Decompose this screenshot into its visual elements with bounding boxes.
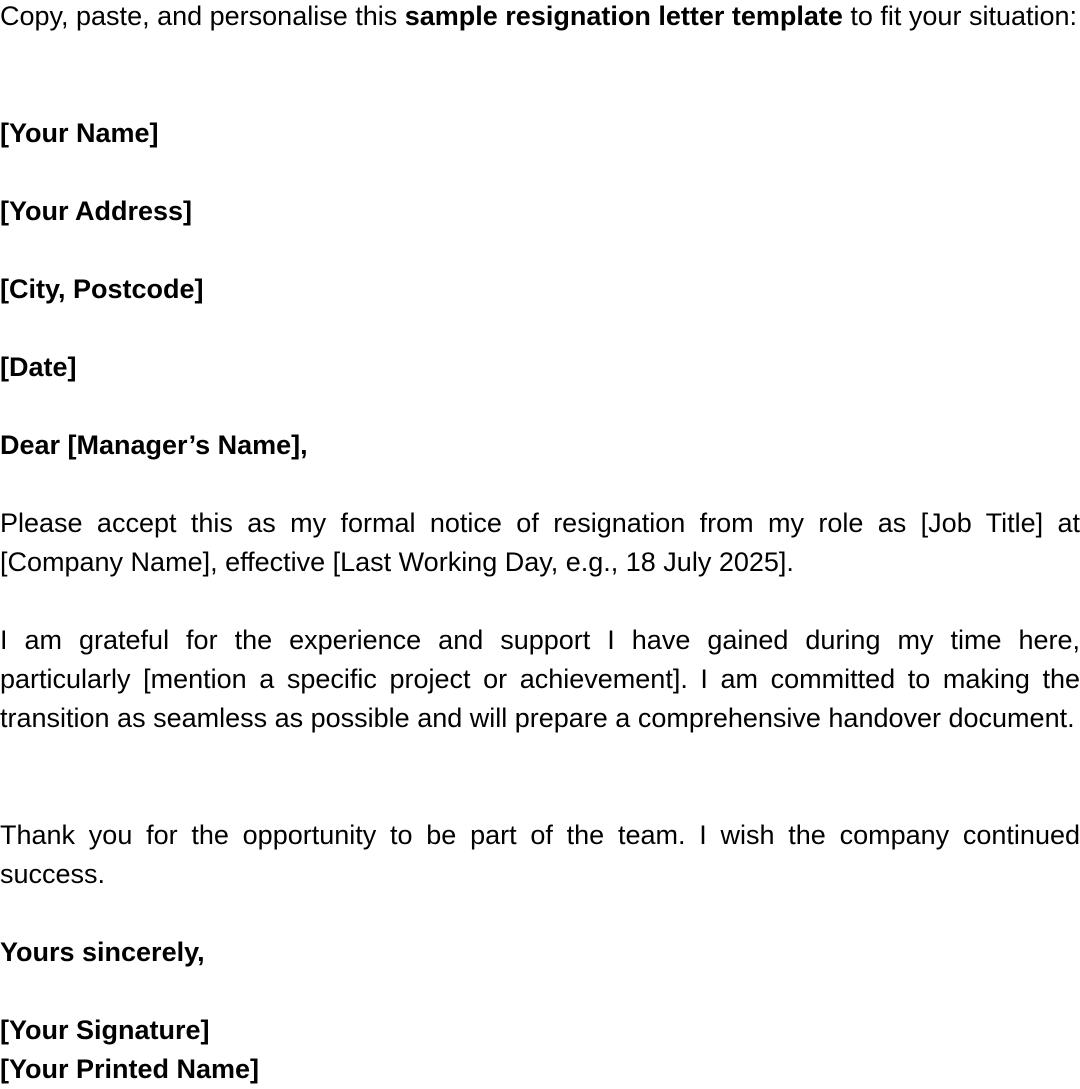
- paragraph-gratitude: I am grateful for the experience and support I have gained during my time here, particularly [mention a specific project or achievement]. I am committed to making the transition as seamless as possible and will prepare a comprehensive handover document.: [0, 625, 1080, 733]
- intro-prefix: Copy, paste, and personalise this: [0, 1, 405, 31]
- signature-placeholder: [Your Signature]: [0, 1015, 210, 1045]
- paragraph-resignation-notice: Please accept this as my formal notice of resignation from my role as [Job Title] at [Company Name], effective [Last Working Day, e.g., 18 July 2025].: [0, 508, 1080, 577]
- city-postcode-placeholder: [City, Postcode]: [0, 274, 204, 304]
- intro-text: [0, 0, 1080, 36]
- paragraph-thanks: Thank you for the opportunity to be part of the team. I wish the company continued success.: [0, 820, 1080, 889]
- intro-bold-phrase: sample resignation letter template: [404, 1, 843, 31]
- printed-name-placeholder: [Your Printed Name]: [0, 1054, 260, 1084]
- intro-suffix: to fit your situation:: [842, 1, 1078, 31]
- closing: Yours sincerely,: [0, 937, 205, 967]
- date-placeholder: [Date]: [0, 352, 77, 382]
- salutation: Dear [Manager’s Name],: [0, 430, 308, 460]
- your-address-placeholder: [Your Address]: [0, 196, 193, 226]
- your-name-placeholder: [Your Name]: [0, 118, 159, 148]
